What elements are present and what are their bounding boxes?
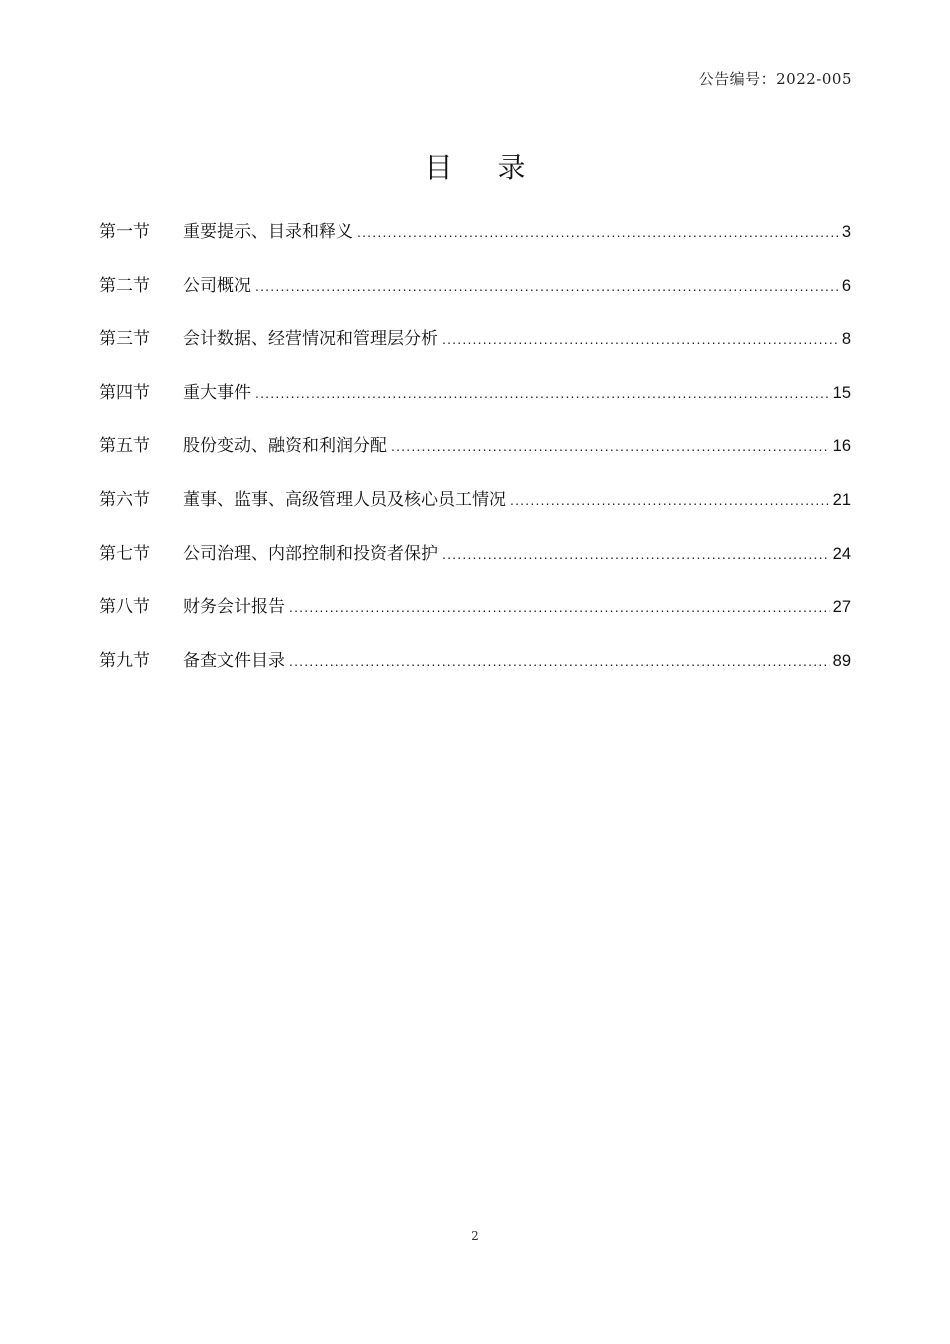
toc-page-number: 15: [832, 383, 851, 402]
toc-page-number: 6: [841, 276, 851, 295]
page-number: 2: [471, 1229, 479, 1243]
toc-section-label: 第二节: [99, 275, 150, 296]
toc-heading: 财务会计报告: [183, 597, 285, 618]
toc-dot-leader: [255, 278, 839, 294]
toc-entry[interactable]: [99, 431, 851, 485]
toc-heading: 重大事件: [183, 382, 251, 403]
toc-heading: 重要提示、目录和释义: [183, 222, 353, 242]
toc-page-number: 21: [832, 490, 851, 509]
toc-entry[interactable]: [99, 271, 851, 325]
toc-section-label: 第七节: [99, 543, 150, 564]
page-title: 目 录: [424, 151, 544, 184]
toc-section-label: 第四节: [99, 382, 150, 403]
table-of-contents: [99, 217, 851, 699]
toc-entry[interactable]: [99, 217, 851, 271]
toc-entry[interactable]: [99, 378, 851, 432]
toc-heading: 公司治理、内部控制和投资者保护: [183, 543, 438, 564]
toc-dot-leader: [442, 331, 839, 347]
toc-entry[interactable]: [99, 646, 851, 700]
toc-heading: 股份变动、融资和利润分配: [183, 436, 387, 457]
announcement-number: 公告编号：2022-005: [698, 70, 852, 88]
toc-dot-leader: [391, 438, 830, 454]
toc-page-number: 24: [832, 544, 851, 563]
toc-entry[interactable]: [99, 539, 851, 593]
toc-entry[interactable]: [99, 592, 851, 646]
toc-dot-leader: [442, 546, 830, 562]
toc-page-number: 8: [841, 330, 851, 349]
toc-page-number: 27: [832, 598, 851, 617]
toc-entry[interactable]: [99, 324, 851, 378]
toc-heading: 董事、监事、高级管理人员及核心员工情况: [183, 489, 506, 510]
toc-page-number: 16: [832, 437, 851, 456]
toc-heading: 备查文件目录: [183, 650, 285, 671]
toc-section-label: 第五节: [99, 436, 150, 457]
toc-heading: 公司概况: [183, 275, 251, 296]
toc-heading: 会计数据、经营情况和管理层分析: [183, 329, 438, 350]
toc-page-number: 3: [841, 223, 851, 241]
toc-page-number: 89: [832, 651, 851, 670]
toc-dot-leader: [357, 224, 839, 240]
toc-section-label: 第九节: [99, 650, 150, 671]
toc-dot-leader: [255, 385, 830, 401]
toc-section-label: 第一节: [99, 222, 150, 242]
toc-entry[interactable]: [99, 485, 851, 539]
toc-dot-leader: [510, 492, 830, 508]
toc-dot-leader: [289, 599, 830, 615]
toc-section-label: 第六节: [99, 489, 150, 510]
toc-dot-leader: [289, 653, 830, 669]
toc-section-label: 第八节: [99, 597, 150, 618]
toc-section-label: 第三节: [99, 329, 150, 350]
